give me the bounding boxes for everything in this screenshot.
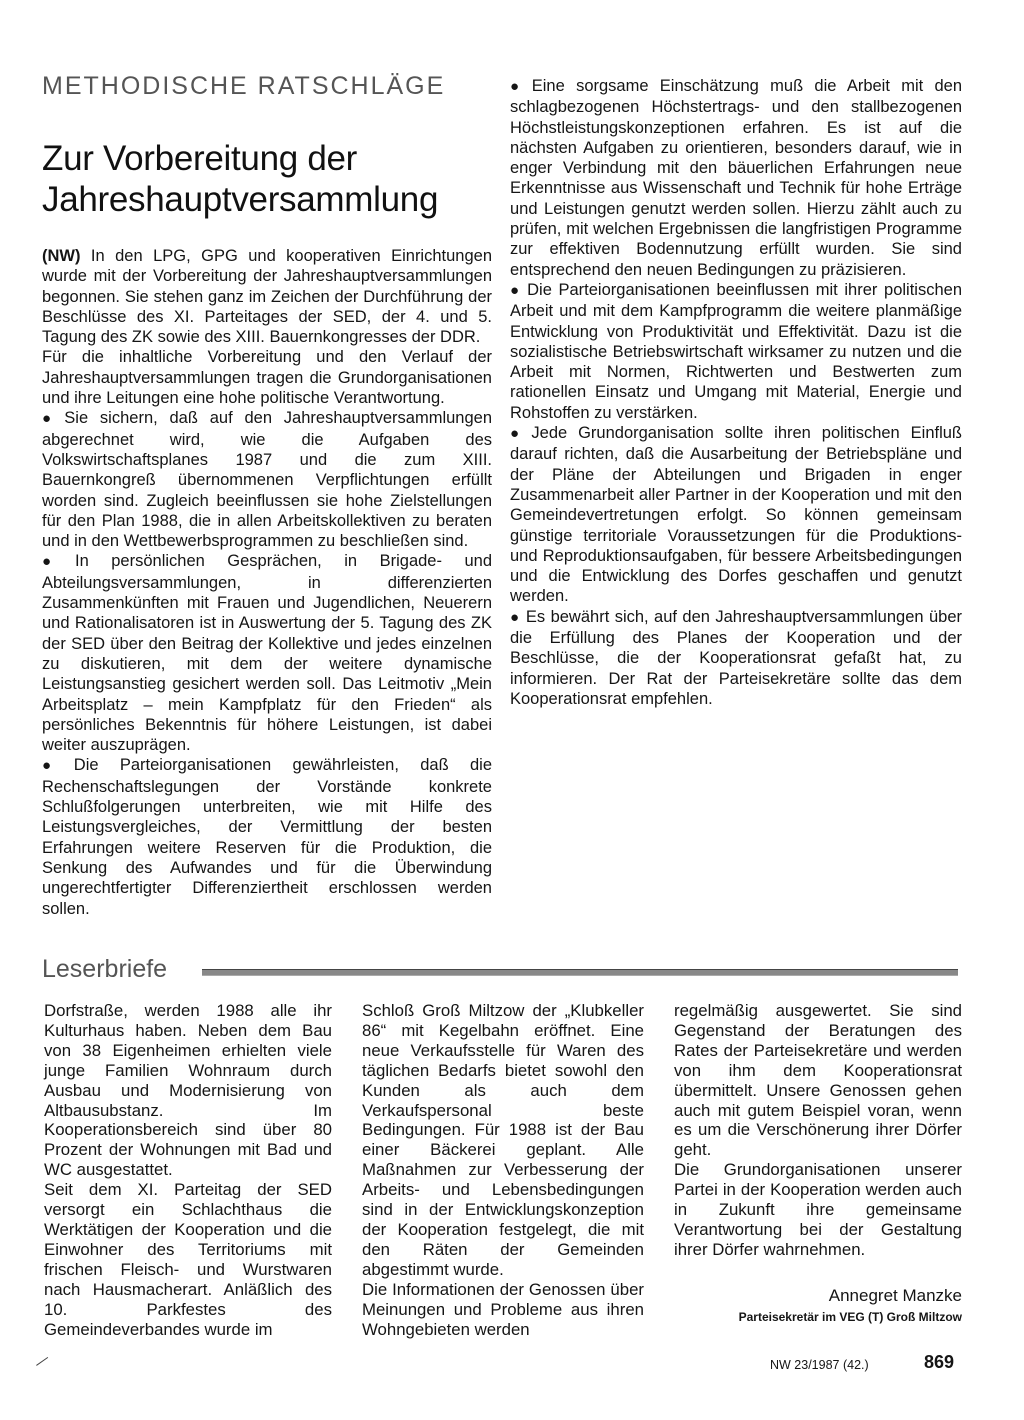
letter-paragraph: Schloß Groß Miltzow der „Klubkeller 86“ mit Kegelbahn eröffnet. Eine neue Verkaufsstelle für Waren des täglichen Bedarfs bietet sowohl den Kunden als auch dem Verkaufspersonal beste Bedingungen. Für 1988 ist der Bau einer Bäckerei geplant. Alle Maßnahmen zur Verbesserung der Arbeits- und Lebensbedingungen sind in der Entwicklungskonzeption der Kooperation festgelegt, die mit den Räten der Gemeinden abgestimmt wurde. xyxy=(362,1001,644,1279)
bullet-text: Jede Grundorganisation sollte ihren politischen Einfluß darauf richten, daß die Ausarbeitung der Betriebspläne und der Pläne der Abteilungen und Brigaden in enger Zusammenarbeit aller Partner in der Kooperation und mit den Gemeindevertretungen erfolgt. So können gemeinsam günstige territoriale Voraussetzungen für die Produktions- und Reproduktionsaufgaben, für bessere Arbeitsbedingungen und die Entwicklung des Dorfes geschaffen und genutzt werden. xyxy=(510,424,962,606)
bullet-text: In persönlichen Gesprächen, in Brigade- und Abteilungsversammlungen, in differenzierten Zusammenkünften mit Frauen und Jugendlichen, Neuerern und Rationalisatoren ist in Auswertung der 5. Tagung des ZK der SED über den Beitrag der Kollektive und jedes einzelnen zu diskutieren, mit dem der weitere dynamische Leistungsanstieg gesichert werden soll. Das Leitmotiv „Mein Arbeitsplatz – mein Kampfplatz für den Frieden“ als persönliches Bekenntnis für höhere Leistungen, ist dabei weiter auszuprägen. xyxy=(42,552,492,755)
letter-column-1 xyxy=(44,1001,332,1339)
letter-paragraph: Seit dem XI. Parteitag der SED versorgt ein Schlachthaus die Werktätigen der Kooperation und die Einwohner des Territoriums mit frischen Fleisch- und Wurstwaren nach Hausmacherart. Anläßlich des 10. Parkfestes des Gemeindeverbandes wurde im xyxy=(44,1180,332,1339)
headline-line-1: Zur Vorbereitung der xyxy=(42,139,358,178)
bullet-paragraph xyxy=(42,551,492,755)
bullet-icon: ● xyxy=(510,608,520,626)
letter-paragraph: Die Grundorganisationen unserer Partei in der Kooperation werden auch in Zukunft ihre gemeinsame Verantwortung bei der Gestaltung ihrer Dörfer wahrnehmen. xyxy=(674,1160,962,1259)
bullet-text: Eine sorgsame Einschätzung muß die Arbeit mit den schlagbezogenen Höchstertrags- und den stallbezogenen Höchstleistungskonzeptionen erfahren. Es ist auf die nächsten Aufgaben zu orientieren, besonders darauf, wie in enger Verbindung mit den bäuerlichen Erfahrungen neue Erkenntnisse aus Wissenschaft und Technik für hohe Erträge und Leistungen genutzt werden sollen. Hierzu zählt auch zu prüfen, mit welchen Ergebnissen die langfristigen Programme zur effektiven Bodennutzung erfüllt wurden. Sie sind entsprechend den neuen Bedingungen zu präzisieren. xyxy=(510,77,963,279)
issue-number: NW 23/1987 (42.) xyxy=(770,1358,869,1372)
article-headline xyxy=(42,138,502,224)
bullet-icon: ● xyxy=(42,553,69,571)
intro-text: In den LPG, GPG und kooperativen Einrichtungen wurde mit der Vorbereitung der Jahreshauptversammlungen begonnen. Sie stehen ganz im Zeichen der Durchführung der Beschlüsse des XI. Parteitages der SED, der 4. und 5. Tagung des ZK sowie des XIII. Bauernkongresses der DDR. xyxy=(42,247,492,347)
bullet-paragraph xyxy=(510,76,962,280)
bullet-paragraph xyxy=(510,607,962,709)
bullet-paragraph xyxy=(42,755,492,918)
bullet-paragraph xyxy=(510,423,962,607)
section-rule xyxy=(202,969,958,976)
bullet-text: Sie sichern, daß auf den Jahreshauptversammlungen abgerechnet wird, wie die Aufgaben des Volkswirtschaftsplanes 1987 und die zum XIII. Bauernkongreß übernommenen Verpflichtungen erfüllt worden sind. Zugleich beeinflussen sie hohe Zielstellungen für den Plan 1988, die in allen Arbeitskollektiven zu beraten und in den Wettbewerbsprogrammen zu beschließen sind. xyxy=(42,409,492,551)
bullet-icon: ● xyxy=(42,757,68,775)
bullet-icon: ● xyxy=(510,78,526,95)
article-column-left xyxy=(42,246,492,936)
bullet-icon: ● xyxy=(510,425,526,443)
letters-section-title: Leserbriefe xyxy=(42,955,168,983)
letter-paragraph: Dorfstraße, werden 1988 alle ihr Kulturhaus haben. Neben dem Bau von 38 Eigenheimen erhielten viele junge Familien Wohnraum durch Ausbau und Modernisierung von Altbausubstanz. Im Kooperationsbereich sind über 80 Prozent der Wohnungen mit Bad und WC ausgestattet. xyxy=(44,1001,332,1180)
letter-paragraph: Die Informationen der Genossen über Meinungen und Probleme aus ihren Wohngebieten werden xyxy=(362,1279,644,1339)
bullet-text: Es bewährt sich, auf den Jahreshauptversammlungen über die Erfüllung des Planes der Kooperation und der Beschlüsse, die der Kooperationsrat gefaßt hat, zu informieren. Der Rat der Parteisekretäre sollte das dem Kooperationsrat empfehlen. xyxy=(510,607,962,708)
letter-paragraph: regelmäßig ausgewertet. Sie sind Gegenstand der Beratungen des Rates der Parteisekretäre und werden von ihm dem Kooperationsrat übermittelt. Unsere Genossen gehen auch mit gutem Beispiel voran, wenn es um die Verschönerung ihrer Dörfer geht. xyxy=(674,1001,962,1160)
bullet-paragraph xyxy=(510,280,962,423)
page-number: 869 xyxy=(924,1352,955,1372)
author-role: Parteisekretär im VEG (T) Groß Miltzow xyxy=(738,1310,962,1324)
bullet-icon: ● xyxy=(42,410,59,428)
article-column-right xyxy=(510,76,962,936)
letter-column-2 xyxy=(362,1001,644,1339)
letter-column-3 xyxy=(674,1001,962,1259)
bullet-icon: ● xyxy=(510,281,522,299)
author-name: Annegret Manzke xyxy=(828,1286,962,1305)
letters-section-header xyxy=(42,955,962,985)
scan-mark xyxy=(36,1357,54,1374)
source-tag: (NW) xyxy=(42,247,81,265)
section-kicker: METHODISCHE RATSCHLÄGE xyxy=(42,72,446,100)
article-intro xyxy=(42,246,492,347)
bullet-text: Die Parteiorganisationen beeinflussen mit ihrer politischen Arbeit und mit dem Kampfprogramm die weitere planmäßige Entwicklung von Produktivität und Effektivität. Dazu ist die sozialistische Betriebswirtschaft wirksamer zu nutzen und die Arbeit mit Normen, Richtwerten und Bestwerten zum rationellen Einsatz und Umgang mit Material, Energie und Rohstoffen zu verstärken. xyxy=(510,280,962,422)
article-paragraph: Für die inhaltliche Vorbereitung und den Verlauf der Jahreshauptversammlungen tragen die Grundorganisationen und ihre Leitungen eine hohe politische Verantwortung. xyxy=(42,348,492,408)
bullet-paragraph xyxy=(42,408,492,551)
headline-line-2: Jahreshauptversammlung xyxy=(42,180,439,219)
bullet-text: Die Parteiorganisationen gewährleisten, daß die Rechenschaftslegungen der Vorstände konkrete Schlußfolgerungen unterbreiten, wie mit Hilfe des Leistungsvergleiches, der Vermittlung der besten Erfahrungen weitere Reserven für die Produktion, die Senkung des Aufwandes und für die Überwindung ungerechtfertigter Differenziertheit erschlossen werden sollen. xyxy=(42,756,493,918)
